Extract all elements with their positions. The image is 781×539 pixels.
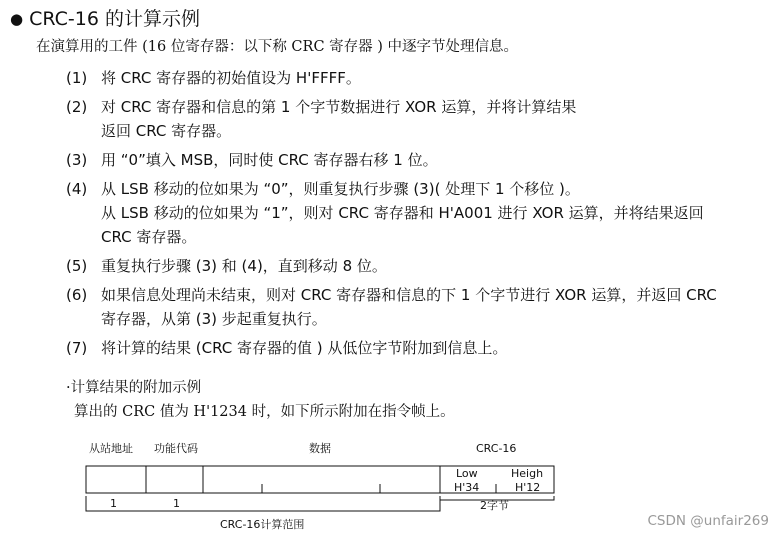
header-crc: CRC-16 — [476, 442, 517, 455]
crc-high-label: Heigh — [511, 467, 544, 480]
crc-range-bracket — [86, 496, 440, 511]
step-text: 从 LSB 移动的位如果为 “1”，则对 CRC 寄存器和 H'A001 进行 XOR 运算，并将结果返回 — [101, 204, 704, 222]
section-title: ·计算结果的附加示例 — [66, 380, 202, 396]
step-text: CRC 寄存器。 — [101, 228, 197, 246]
two-bytes-label: 2字节 — [480, 499, 509, 512]
header-data: 数据 — [309, 442, 331, 455]
step-text: 重复执行步骤 (3) 和 (4)，直到移动 8 位。 — [101, 257, 387, 275]
watermark: CSDN @unfair269 — [647, 513, 769, 529]
crc-range-label: CRC-16计算范围 — [220, 518, 305, 531]
step-text: 寄存器，从第 (3) 步起重复执行。 — [101, 310, 327, 328]
slave-address-value: 1 — [110, 497, 117, 510]
step-text: 如果信息处理尚未结束，则对 CRC 寄存器和信息的下 1 个字节进行 XOR 运算，并返回 CRC — [101, 286, 717, 304]
header-function-code: 功能代码 — [154, 442, 198, 455]
title-text: CRC-16 的计算示例 — [29, 8, 200, 30]
step-text: 将计算的结果 (CRC 寄存器的值 ) 从低位字节附加到信息上。 — [101, 339, 508, 357]
step-number: (2) — [66, 98, 88, 116]
step-text: 对 CRC 寄存器和信息的第 1 个字节数据进行 XOR 运算，并将计算结果 — [101, 98, 577, 116]
step-text: 将 CRC 寄存器的初始值设为 H'FFFF。 — [101, 69, 361, 87]
crc-low-value: H'34 — [454, 481, 480, 494]
step-number: (7) — [66, 339, 88, 357]
header-slave-address: 从站地址 — [89, 442, 133, 455]
step-number: (4) — [66, 180, 88, 198]
step-number: (1) — [66, 69, 88, 87]
step-text: 返回 CRC 寄存器。 — [101, 122, 232, 140]
crc-low-label: Low — [456, 467, 478, 480]
section-text: 算出的 CRC 值为 H'1234 时，如下所示附加在指令帧上。 — [74, 404, 455, 420]
step-text: 从 LSB 移动的位如果为 “0”，则重复执行步骤 (3)( 处理下 1 个移位 )。 — [101, 180, 580, 198]
function-code-value: 1 — [173, 497, 180, 510]
step-number: (5) — [66, 257, 88, 275]
step-number: (3) — [66, 151, 88, 169]
step-text: 用 “0”填入 MSB，同时使 CRC 寄存器右移 1 位。 — [101, 151, 438, 169]
step-number: (6) — [66, 286, 88, 304]
intro-text: 在演算用的工件 (16 位寄存器：以下称 CRC 寄存器 ) 中逐字节处理信息。 — [36, 39, 519, 55]
frame-box — [86, 466, 554, 493]
crc-high-value: H'12 — [515, 481, 541, 494]
bullet-icon: ● — [10, 10, 24, 28]
